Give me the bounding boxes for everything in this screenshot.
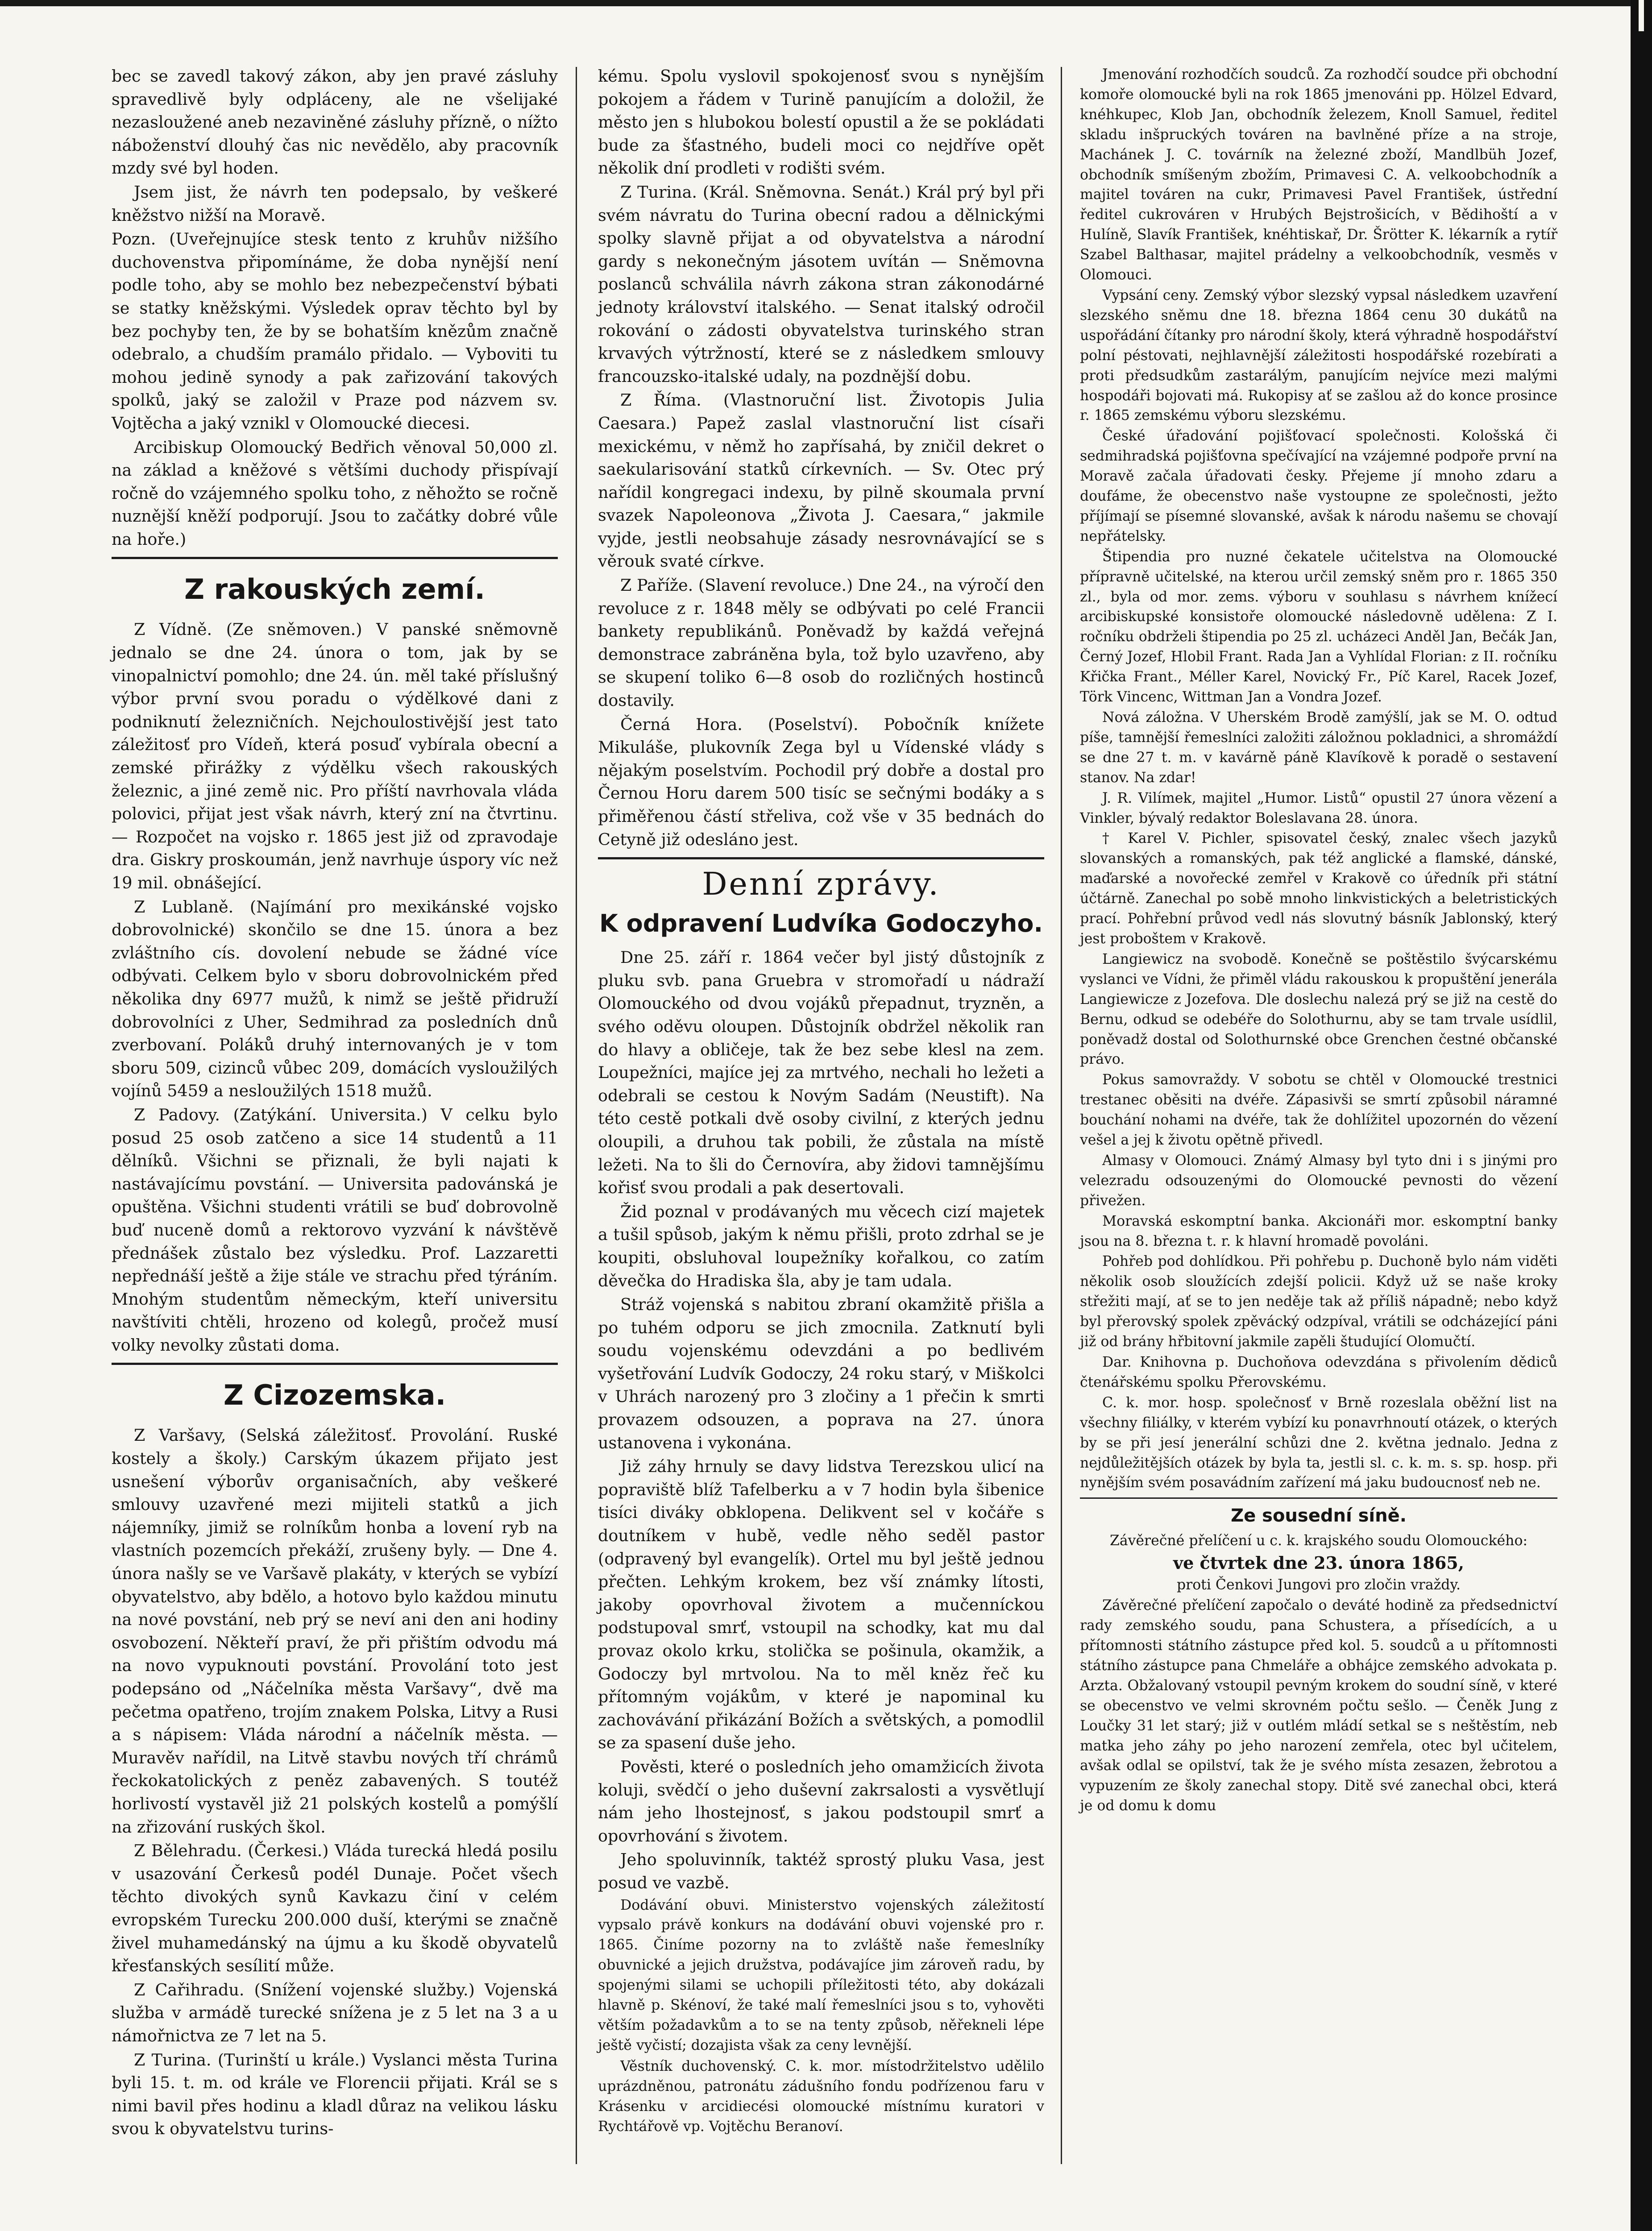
paragraph: Závěrečné přelíčení započalo o deváté hodině za předsednictví rady zemského soudu, pana Schustera, a přísedících, a u přítomnosti státního zástupce před kol. 5. soudců a u přítomnosti státního zástupce pana Chmeláře a obhájce zemského advokata p. Arzta. Obžalovaný vstoupil pevným krokem do soudní síně, v které se obecenstvo ve velmi skrovném počtu sešlo. — Čeněk Jung z Loučky 31 let starý; již v outlém mládí setkal se s neštěstím, neb matka jeho záhy po jeho narození zemřela, otec byl učitelem, avšak odlal se opilství, tak že je svého místa zesazen, žebrotou a vypuzením ze školy zanechal stopy. Ditě své zanechal obci, která je od domu k domu	[1080, 1597, 1557, 1814]
paragraph: Pověsti, které o posledních jeho omamžicích života koluji, svědčí o jeho duševní zakrsalosti a vysvětlují nám jeho lhostejnosť, s jakou podstoupil smrť a opovrhování s životem.	[598, 1757, 1044, 1845]
paragraph: Již záhy hrnuly se davy lidstva Terezskou ulicí na popraviště blíž Tafelberku a v 7 hodin byla šibenice tisíci diváky obklopena. Delikvent sel v kočáře s doutníkem v hubě, vedle něho seděl pastor (odpravený byl evangelík). Ortel mu byl ještě jednou přečten. Lehkým krokem, bez vší známky lítosti, jakoby opovrhoval životem a mučenníckou podstupoval smrť, vstoupil na schodky, kat mu dal provaz okolo krku, stolička se pošinula, okamžik, a Godoczy byl mrtvolou. Na to měl kněz řeč ku přítomným vojákům, v které je napominal ku zachovávání přikázání Božích a světských, a pomodlil se za spasení duše jeho.	[598, 1457, 1044, 1753]
notice: Věstník duchovenský. C. k. mor. místodržitelstvo udělilo uprázdněnou, patronátu zádušního fondu podřízenou faru v Krásenku v arcidiecési olomoucké místnímu kuratori v Rychtářově vp. Vojtěchu Beranoví.	[598, 2058, 1044, 2135]
paragraph: Jsem jist, že návrh ten podepsalo, by veškeré kněžstvo nižší na Moravě.	[112, 182, 558, 225]
paragraph: Z Říma. (Vlastnoruční list. Životopis Julia Caesara.) Papež zaslal vlastnoruční list císaři mexickému, v němž ho zapřísahá, by zničil dekret o saekularisování statků církevních. — Sv. Otec prý nařídil kongregaci indexu, by pilně skoumala první svazek Napoleonova „Života J. Caesara,“ jakmile vyjde, jestli neobsahuje zásady nesrovnávající se s věrouk svaté církve.	[598, 390, 1044, 571]
column-3	[1080, 65, 1557, 1816]
notice: Dar. Knihovna p. Duchoňova odevzdána s přivolením dědiců čtenářskému spolku Přerovskému.	[1080, 1354, 1557, 1390]
scan-border-right	[1631, 0, 1652, 2231]
notice: Almasy v Olomouci. Známý Almasy byl tyto dni i s jinými pro velezradu odsouzenými do Olomoucké pevnosti do vězení přivežen.	[1080, 1152, 1557, 1209]
scan-border-notch	[1639, 0, 1644, 31]
column-1	[112, 65, 558, 2141]
paragraph: Z Cařihradu. (Snížení vojenské služby.) Vojenská služba v armádě turecké snížena je z 5 let na 3 a u námořnictva ze 7 let na 5.	[112, 1980, 558, 2045]
section-divider	[112, 557, 558, 559]
notice: C. k. mor. hosp. společnosť v Brně rozeslala oběžní list na všechny filiálky, v kterém vybízí ku ponavrhnoutí otázek, o kterých by se při jesí jenerální schůzi dne 2. května jednalo. Jedna z nejdůležitějších otázek by byla ta, jestli sl. c. k. m. s. sp. hosp. při nynějším svém posavádním zařízení má jaku budoucnosť neb ne.	[1080, 1394, 1557, 1491]
scan-border-top	[0, 0, 1652, 6]
section-divider	[598, 857, 1044, 859]
section-divider	[1080, 1497, 1557, 1499]
column-rule-1	[576, 67, 577, 2164]
court-date: ve čtvrtek dne 23. února 1865,	[1173, 1553, 1464, 1573]
notice: Moravská eskomptní banka. Akcionáři mor. eskomptní banky jsou na 8. března t. r. k hlavní hromadě povoláni.	[1080, 1213, 1557, 1249]
paragraph: Z Bělehradu. (Čerkesi.) Vláda turecká hledá posilu v usazování Čerkesů podél Dunaje. Počet všech těchto divokých synů Kavkazu činí v celém evropském Turecku 200.000 duší, kterými se značně živel muhamedánský na újmu a ku škodě obyvatelů křesťanských sesílití může.	[112, 1841, 558, 1976]
court-intro: Závěrečné přelíčení u c. k. krajského soudu Olomouckého:	[1109, 1533, 1528, 1549]
paragraph: Z Paříže. (Slavení revoluce.) Dne 24., na výročí den revoluce z r. 1848 měly se odbývati po celé Francii bankety republikánů. Poněvadž by každá veřejná demonstrace zabráněna byla, tož bylo uzavřeno, aby se skupení toliko 6—8 osob do rozličných hostinců dostavily.	[598, 576, 1044, 710]
notice: Dodávání obuvi. Ministerstvo vojenských záležitostí vypsalo právě konkurs na dodávání obuvi vojenské pro r. 1865. Činíme pozorny na to zvláště naše řemeslníky obuvnické a jejich družstva, podávajíce jim zároveň radu, by spojenými silami se uchopili příležitosti této, aby dokázali hlavně p. Skénoví, že také malí řemeslníci jsou s to, vyhověti větším požadavkům a to se na tenty způsob, něřekneli lépe ještě vyčistí; dozajista však za ceny levnější.	[598, 1897, 1044, 2053]
section-heading-austrian-lands: Z rakouských zemí.	[184, 573, 485, 606]
paragraph: Z Turina. (Král. Sněmovna. Senát.) Král prý byl při svém návratu do Turina obecní radou a dělnickými spolky slavně přijat a od obyvatelstva a národní gardy s nekonečným jásotem uvítán — Sněmovna poslanců schválila návrh zákona stran zákonodárné jednoty království italského. — Senat italský odročil rokování o zádosti obyvatelstva turinského stran krvavých výtržností, které se z následkem smlouvy francouzsko-italské udaly, na pozdnější dobu.	[598, 182, 1044, 386]
article-title: K odpravení Ludvíka Godoczyho.	[599, 909, 1043, 938]
paragraph: Černá Hora. (Poselství). Pobočník knížete Mikuláše, plukovník Zega byl u Vídenské vlády s nějakým poselstvím. Pochodil prý dobře a dostal pro Černou Horu darem 500 tisíc se sečnými bodáky a s přiměřenou částí střeliva, což vše v 35 bednách do Cetyně již odesláno jest.	[598, 714, 1044, 849]
notice: Langiewicz na svobodě. Konečně se poštěstilo švýcarskému vyslanci ve Vídni, že přiměl vládu rakouskou k propuštění jenerála Langiewicze z Jozefova. Dle doslechu nalezá prý se již na cestě do Bernu, odkud se odebéře do Solothurnu, aby se tam trvale usídlil, poněvadž dostal od Solothurnské obce Grenchen čestné občanské právo.	[1080, 951, 1557, 1068]
paragraph: Arcibiskup Olomoucký Bedřich věnoval 50,000 zl. na základ a kněžové s většími duchody přispívají ročně do vzájemného spolku toho, z něhožto se ročně nuznější kněží podporují. Jsou to začátky dobré vůle na hoře.)	[112, 437, 558, 549]
paragraph: Jeho spoluvinník, taktéž sprostý pluku Vasa, jest posud ve vazbě.	[598, 1850, 1044, 1892]
paragraph: Z Padovy. (Zatýkání. Universita.) V celku bylo posud 25 osob zatčeno a sice 14 studentů a 11 dělníků. Všichni se přiznali, že byli najati k nastávajícímu povstání. — Universita padovánská je opuštěna. Všichni studenti vrátili se buď dobrovolně buď nuceně domů a rektorovo vyzvání k návštěvě přednášek zůstalo bez výsledku. Prof. Lazzaretti nepřednáší ještě a žije stále ve strachu před týráním. Mnohým studentům německým, kteří universitu navštíviti chtěli, hrozeno od kolegů, pročež musí volky nevolky zůstati doma.	[112, 1105, 558, 1355]
paragraph: Z Vídně. (Ze sněmoven.) V panské sněmovně jednalo se dne 24. února o tom, jak by se vinopalnictví pomohlo; dne 24. ún. měl také příslušný výbor první svou poradu o výdělkové dani z podniknutí železničních. Nejchoulostivější jest tato záležitosť pro Vídeň, která posuď vybírala obecní a zemské přirážky z výdělku všech rakouských železnic, a jiné země nic. Pro příští navrhovala vláda polovici, přijat jest však návrh, který zní na čtvrtinu. — Rozpočet na vojsko r. 1865 jest již od zpravodaje dra. Giskry proskoumán, jenž navrhuje úspory víc než 19 mil. obnášející.	[112, 620, 558, 892]
section-heading-daily-news: Denní zprávy.	[702, 866, 940, 903]
notice: Pohřeb pod dohlídkou. Při pohřebu p. Duchoně bylo nám viděti několik osob sloužících zdejší policii. Když už se naše kroky střežiti mají, ať se to jen neděje tak až příliš nápadně; nebo když byl přerovský spolek zpěvácký odzpíval, vrátili se odcházející páni již od brány hřbitovní jakmile zapěli študující Olomučtí.	[1080, 1253, 1557, 1350]
notice: Štipendia pro nuzné čekatele učitelstva na Olomoucké přípravně učitelské, na kterou určil zemský sněm pro r. 1865 350 zl., byla od mor. zems. výboru v souhlasu s návrhem knížecí arcibiskupské konsistoře olomoucké následovně udělena: Z I. ročníku obdrželi štipendia po 25 zl. ucházeci Anděl Jan, Bečák Jan, Černý Jozef, Hlobil Frant. Rada Jan a Vyhlídal Florian: z II. ročníku Křička Frant., Méller Karel, Novický Fr., Píč Karel, Racek Jozef, Törk Vincenc, Wittman Jan a Vondra Jozef.	[1080, 548, 1557, 705]
paragraph: Stráž vojenská s nabitou zbraní okamžitě přišla a po tuhém odporu se jich zmocnila. Zatknutí byli soudu vojenskému odevzdáni a po bedlivém vyšetřování Ludvík Godoczy, 24 roku starý, v Miškolci v Uhrách narozený pro 3 zločiny a 1 přečin k smrti provazem odsouzen, a poprava na 27. února ustanovena i vykonána.	[598, 1295, 1044, 1452]
paragraph: bec se zavedl takový zákon, aby jen pravé zásluhy spravedlivě byly odpláceny, ale ne všelijaké nezasloužené aneb nezaviněné zásluhy přízně, o nížto náboženství dlouhý čas nic nevědělo, aby pracovník mzdy své byl hoden.	[112, 66, 558, 178]
paragraph: Žid poznal v prodávaných mu věcech cizí majetek a tušil spůsob, jakým k němu přišli, proto zdrhal se je koupiti, obsluhoval loupežníky kořalkou, co zatím děvečka do Hradiska šla, aby je tam udala.	[598, 1202, 1044, 1290]
notice: České úřadování pojišťovací společnosti. Kološská či sedmihradská pojišťovna spečívající na vzájemné podpoře první na Moravě začala úřadovati česky. Přejeme jí mnoho zdaru a doufáme, že obecenstvo naše vystoupne ze společnosti, ježto příjímají se písemné slovanské, avšak k národu našemu se chovají nepřátelsky.	[1080, 428, 1557, 544]
section-heading-next-hall: Ze sousední síně.	[1231, 1505, 1407, 1526]
section-heading-abroad: Z Cizozemska.	[223, 1379, 446, 1412]
notice: J. R. Vilímek, majitel „Humor. Listů“ opustil 27 února vězení a Vinkler, bývalý redaktor Boleslavana 28. února.	[1080, 790, 1557, 826]
paragraph: Dne 25. září r. 1864 večer byl jistý důstojník z pluku svb. pana Gruebra v stromořadí u nádraží Olomouckého od dvou vojáků přepadnut, tryzněn, a svého oděvu oloupen. Důstojník obdržel několik ran do hlavy a obličeje, tak že bez sebe klesl na zem. Loupežníci, majíce jej za mrtvého, nechali ho ležeti a odebrali se cestou k Novým Sadám (Neustift). Na této cestě potkali dvě osoby civilní, z kterých jednu oloupili, a druhou tak pobili, že zůstala na místě ležeti. Na to šli do Černovíra, aby židovi tamnějšímu kořisť svou prodali a pak desertovali.	[598, 948, 1044, 1198]
column-rule-2	[1061, 67, 1062, 2164]
notice: Jmenování rozhodčích soudců. Za rozhodčí soudce při obchodní komoře olomoucké byli na rok 1865 jmenováni pp. Hölzel Edvard, knéhkupec, Klob Jan, obchodník železem, Knoll Samuel, ředitel skladu inšpruckých továren na bavlněné příze a na stroje, Machánek J. C. továrník na železné zboží, Mandlbüh Jozef, obchodník smíšeným zbožím, Primavesi C. A. velkoobchodník a majitel továren na cukr, Primavesi Pavel František, ústřední ředitel cukrováren v Hrubých Bejstrošicích, v Bědihoští a v Hulíně, Slavík František, knéhtiskař, Dr. Šrötter K. lékarník a rytíř Szabel Balthasar, majitel prádelny a velkoobchodník, vesměs v Olomouci.	[1080, 66, 1557, 283]
notice: Pokus samovraždy. V sobotu se chtěl v Olomoucké trestnici trestanec oběsiti na dvéře. Zápasivši se smrtí způsobil náramné bouchání nohami na dvéře, tak že dohlížitel upozornén do vězení vešel a jej k životu opětně přivedl.	[1080, 1072, 1557, 1149]
court-case: proti Čenkovi Jungovi pro zločin vraždy.	[1177, 1577, 1461, 1593]
paragraph: Z Turina. (Turinští u krále.) Vyslanci města Turina byli 15. t. m. od krále ve Florencii přijati. Král se s nimi bavil přes hodinu a kladl důraz na velikou lásku svou k obyvatelstvu turins-	[112, 2050, 558, 2139]
notice: † Karel V. Pichler, spisovatel český, znalec všech jazyků slovanských a romanských, pak též anglické a flamské, dánské, maďarské a novořecké zemřel v Krakově co úředník při státní účtárně. Zanechal po sobě mnoho linkvistických a beletristických prací. Pohřební průvod vedl nás slovutný básník Jablonský, který jest proboštem v Krakově.	[1080, 830, 1557, 947]
notice: Nová záložna. V Uherském Brodě zamýšlí, jak se M. O. odtud píše, tamnější řemeslníci založiti záložnou pokladnici, a shromáždí se dne 27 t. m. v kavárně páně Klavíkově k poradě o sestavení stanov. Na zdar!	[1080, 709, 1557, 786]
column-2	[598, 65, 1044, 2137]
section-divider	[112, 1363, 558, 1365]
notice: Vypsání ceny. Zemský výbor slezský vypsal následkem uzavření slezského sněmu dne 18. března 1864 cenu 30 dukátů na uspořádání čítanky pro národní školy, která výhradně hospodářství polní péstovati, nejhlavnější záležitosti hospodářské rozebírati a proti předsudkům zastarálým, panujícím nejvíce mezi malými hospodáři bojovati má. Rukopisy ať se zašlou až do konce prosince r. 1865 zemskému výboru slezskému.	[1080, 287, 1557, 424]
paragraph: Pozn. (Uveřejnujíce stesk tento z kruhův nižšího duchovenstva připomínáme, že doba nynější není podle toho, aby se mohlo bez nebezpečenství býbati se statky kněžskými. Výsledek oprav těchto byl by bez pochyby ten, že by se bohatším knězům značně odebralo, a chudším pramálo přidalo. — Vyboviti tu mohou jedině synody a pak zařizování takových spolků, jaký se založil v Praze pod názvem sv. Vojtěcha a jaký vznikl v Olomoucké diecesi.	[112, 229, 558, 433]
paragraph: Z Varšavy, (Selská záležitosť. Provolání. Ruské kostely a školy.) Carským úkazem přijato jest usnešení výborův organisačních, aby veškeré smlouvy uzavřené mezi mijiteli statků a jich nájemníky, jimiž se rolníkům honba a lovení ryb na vlastních pozemcích překáží, zrušeny byly. — Dne 4. února našly se ve Varšavě plakáty, v kterých se vybízí obyvatelstvo, aby bdělo, a hotovo bylo každou minutu na nové povstání, neb prý se neví ani den ani hodiny osvobození. Někteří praví, že při přištím odvodu má na novo vypuknouti povstání. Provolání toto jest podepsáno od „Náčelníka města Varšavy“, dvě ma pečetma opatřeno, trojím znakem Polska, Litvy a Rusi a s nápisem: Vláda národní a náčelník města. — Muravěv nařídil, na Litvě stavbu nových tří chrámů řeckokatolických z peněz zabavených. S toutéž horlivostí vystavěl již 21 polských kostelů a pomýšlí na zřizování ruských škol.	[112, 1426, 558, 1837]
paragraph: Z Lublaně. (Najímání pro mexikánské vojsko dobrovolnické) skončilo se dne 15. února a bez zvláštního cís. dovolení nebude se žádné více odbývati. Celkem bylo v sboru dobrovolnickém před několika dny 6977 mužů, k nimž se ještě přidruží dobrovolníci z Uher, Sedmihrad za posledních dnů zverbovaní. Poláků druhý internovaných je v tom sboru 509, cizinců vůbec 209, domácích vysloužilých vojínů 5459 a nesloužilých 1518 mužů.	[112, 897, 558, 1101]
paragraph: kému. Spolu vyslovil spokojenosť svou s nynějším pokojem a řádem v Turině panujícím a doložil, že město jen s hlubokou bolestí opustil a že se pokládati bude za šťastného, budeli moci co nejdříve opět několik dní prodleti v rodišti svém.	[598, 66, 1044, 178]
